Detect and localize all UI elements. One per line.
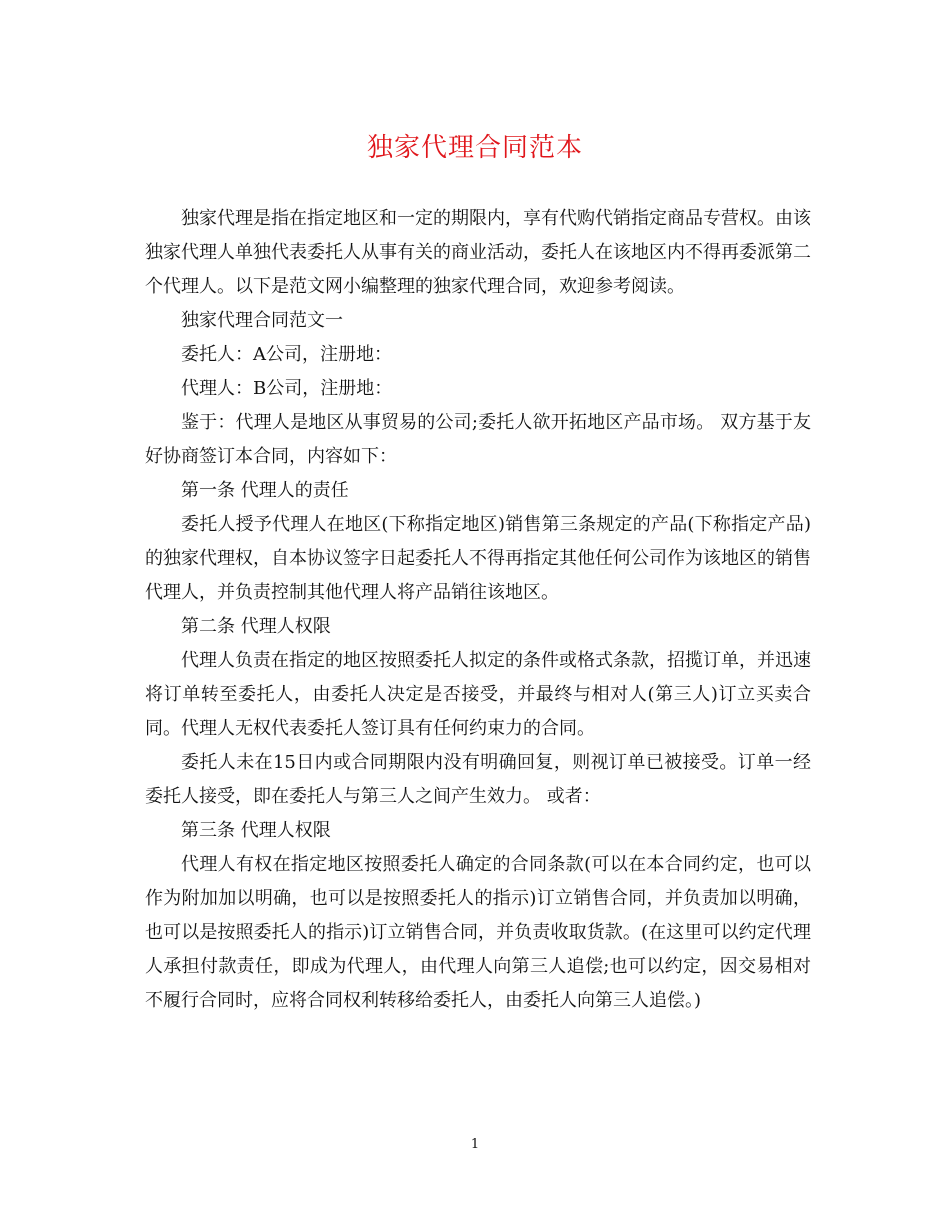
paragraph-whereas: 鉴于：代理人是地区从事贸易的公司;委托人欲开拓地区产品市场。 双方基于友好协商签订本合同，内容如下： xyxy=(145,412,811,467)
paragraph-principal: 委托人：A公司，注册地： xyxy=(181,344,392,365)
paragraph-article-1-body: 委托人授予代理人在地区(下称指定地区)销售第三条规定的产品(下称指定产品)的独家代理权，自本协议签字日起委托人不得再指定其他任何公司作为该地区的销售代理人，并负责控制其他代理人将产品销往该地区。 xyxy=(145,514,811,603)
document-title: 独家代理合同范本 xyxy=(366,133,583,163)
paragraph-article-2-heading: 第二条 代理人权限 xyxy=(181,616,331,637)
paragraph-article-2-body: 代理人负责在指定的地区按照委托人拟定的条件或格式条款，招揽订单，并迅速将订单转至委托人，由委托人决定是否接受，并最终与相对人(第三人)订立买卖合同。代理人无权代表委托人签订具有任何约束力的合同。 xyxy=(145,650,811,739)
paragraph-article-2-reply: 委托人未在15日内或合同期限内没有明确回复，则视订单已被接受。订单一经委托人接受，即在委托人与第三人之间产生效力。 或者： xyxy=(145,752,811,807)
paragraph-intro: 独家代理是指在指定地区和一定的期限内，享有代购代销指定商品专营权。由该独家代理人单独代表委托人从事有关的商业活动，委托人在该地区内不得再委派第二个代理人。以下是范文网小编整理的独家代理合同，欢迎参考阅读。 xyxy=(145,208,811,297)
paragraph-sample-heading: 独家代理合同范文一 xyxy=(181,310,343,331)
paragraph-agent: 代理人：B公司，注册地： xyxy=(181,378,393,399)
page-number: 1 xyxy=(470,1137,480,1152)
document-body xyxy=(145,202,811,1018)
paragraph-article-1-heading: 第一条 代理人的责任 xyxy=(181,480,349,501)
paragraph-article-3-body: 代理人有权在指定地区按照委托人确定的合同条款(可以在本合同约定，也可以作为附加加以明确，也可以是按照委托人的指示)订立销售合同，并负责加以明确，也可以是按照委托人的指示)订立销售合同，并负责收取货款。(在这里可以约定代理人承担付款责任，即成为代理人，由代理人向第三人追偿;也可以约定，因交易相对不履行合同时，应将合同权利转移给委托人，由委托人向第三人追偿。) xyxy=(145,854,811,1011)
paragraph-article-3-heading: 第三条 代理人权限 xyxy=(181,820,331,841)
